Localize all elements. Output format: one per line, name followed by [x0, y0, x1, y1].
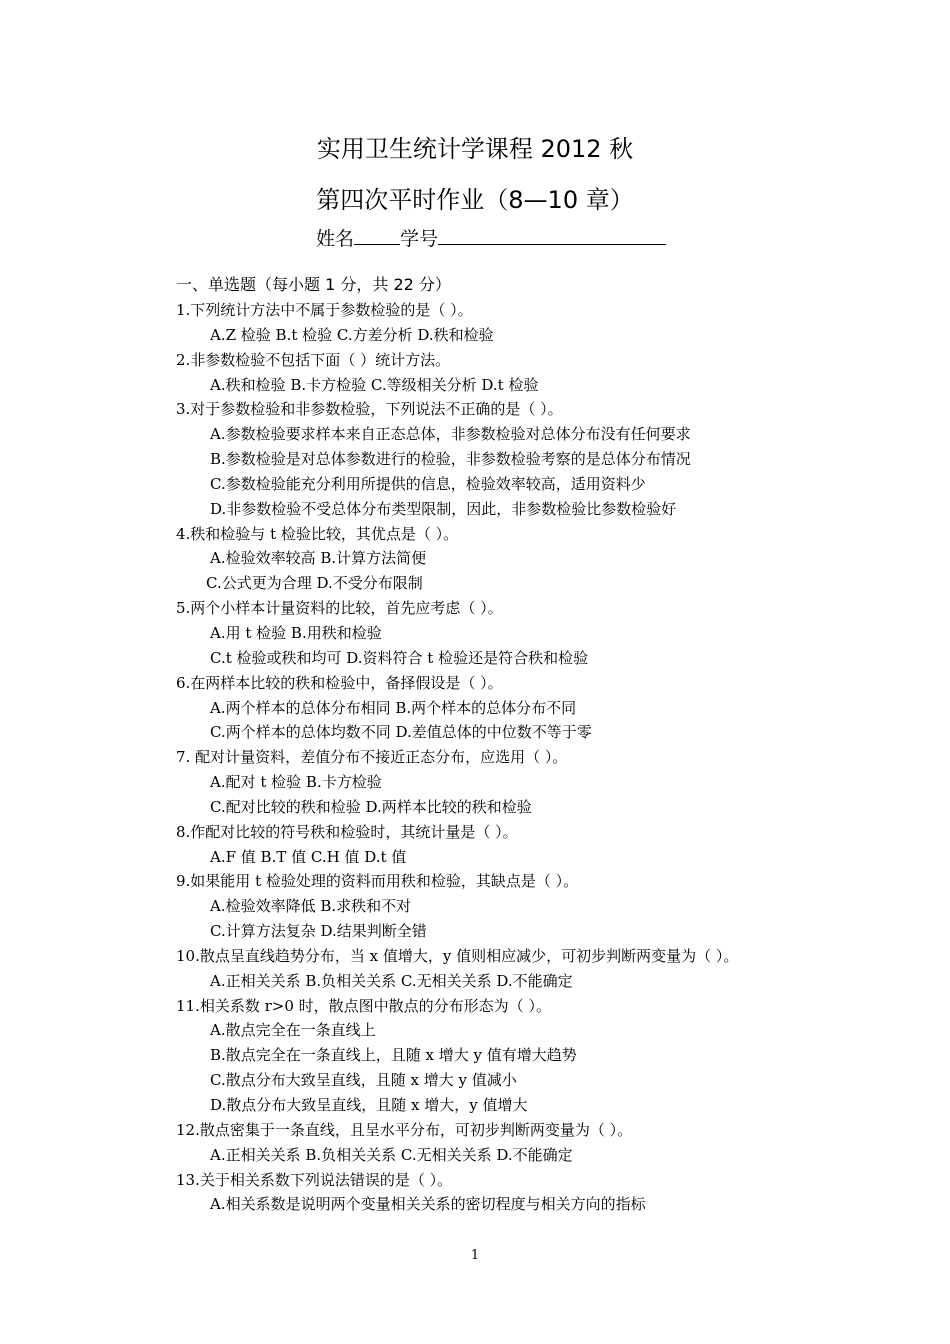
question-10-options: A.正相关关系 B.负相关关系 C.无相关关系 D.不能确定	[210, 971, 573, 990]
question-3-option-c: C.参数检验能充分利用所提供的信息，检验效率较高，适用资料少	[210, 474, 646, 493]
section-heading: 一、单选题（每小题 1 分，共 22 分）	[176, 275, 451, 294]
question-11-option-c: C.散点分布大致呈直线，且随 x 增大 y 值减小	[210, 1071, 517, 1090]
question-1-options: A.Z 检验 B.t 检验 C.方差分析 D.秩和检验	[210, 325, 494, 344]
question-11-option-b: B.散点完全在一条直线上，且随 x 增大 y 值有增大趋势	[210, 1046, 577, 1065]
question-9: 9.如果能用 t 检验处理的资料而用秩和检验，其缺点是（ ）。	[176, 872, 579, 891]
question-1: 1.下列统计方法中不属于参数检验的是（ ）。	[176, 301, 473, 319]
question-8: 8.作配对比较的符号秩和检验时，其统计量是（ ）。	[176, 822, 518, 841]
question-7: 7. 配对计量资料，差值分布不接近正态分布，应选用（ ）。	[176, 748, 568, 767]
question-5-options-ab: A.用 t 检验 B.用秩和检验	[210, 623, 382, 642]
question-12-options: A.正相关关系 B.负相关关系 C.无相关关系 D.不能确定	[210, 1145, 573, 1164]
document-title: 实用卫生统计学课程 2012 秋	[316, 135, 634, 163]
question-10: 10.散点呈直线趋势分布，当 x 值增大，y 值则相应减少，可初步判断两变量为（ ）。	[176, 946, 739, 965]
question-3-option-a: A.参数检验要求样本来自正态总体，非参数检验对总体分布没有任何要求	[210, 425, 691, 444]
question-4: 4.秩和检验与 t 检验比较，其优点是（ ）。	[176, 524, 459, 543]
question-5-options-cd: C.t 检验或秩和均可 D.资料符合 t 检验还是符合秩和检验	[210, 648, 589, 667]
page-number: 1	[470, 1248, 480, 1263]
name-id-line	[316, 224, 666, 252]
question-13: 13.关于相关系数下列说法错误的是（ ）。	[176, 1170, 453, 1189]
id-label: 学号	[400, 228, 439, 250]
name-blank[interactable]	[354, 224, 400, 245]
assignment-subtitle: 第四次平时作业（8—10 章）	[316, 186, 634, 214]
question-3-option-b: B.参数检验是对总体参数进行的检验，非参数检验考察的是总体分布情况	[210, 450, 691, 469]
question-11: 11.相关系数 r>0 时，散点图中散点的分布形态为（ ）。	[176, 996, 551, 1015]
question-7-options-ab: A.配对 t 检验 B.卡方检验	[210, 773, 382, 792]
question-13-option-a: A.相关系数是说明两个变量相关关系的密切程度与相关方向的指标	[210, 1195, 646, 1214]
question-6: 6.在两样本比较的秩和检验中，备择假设是（ ）。	[176, 673, 503, 692]
question-7-options-cd: C.配对比较的秩和检验 D.两样本比较的秩和检验	[210, 797, 532, 816]
question-11-option-a: A.散点完全在一条直线上	[210, 1021, 376, 1040]
name-label: 姓名	[316, 228, 355, 250]
question-list	[176, 298, 816, 1217]
question-3-option-d: D.非参数检验不受总体分布类型限制，因此，非参数检验比参数检验好	[210, 499, 677, 518]
question-11-option-d: D.散点分布大致呈直线，且随 x 增大，y 值增大	[210, 1096, 528, 1114]
question-5: 5.两个小样本计量资料的比较，首先应考虑（ ）。	[176, 599, 503, 618]
question-2: 2.非参数检验不包括下面（ ）统计方法。	[176, 350, 451, 369]
question-4-options-cd: C.公式更为合理 D.不受分布限制	[206, 574, 423, 593]
question-8-options: A.F 值 B.T 值 C.H 值 D.t 值	[210, 847, 407, 866]
question-2-options: A.秩和检验 B.卡方检验 C.等级相关分析 D.t 检验	[210, 375, 539, 394]
question-6-options-cd: C.两个样本的总体均数不同 D.差值总体的中位数不等于零	[210, 723, 592, 742]
question-6-options-ab: A.两个样本的总体分布相同 B.两个样本的总体分布不同	[210, 698, 577, 717]
question-4-options-ab: A.检验效率较高 B.计算方法简便	[210, 549, 427, 568]
question-9-options-ab: A.检验效率降低 B.求秩和不对	[210, 897, 412, 916]
question-3: 3.对于参数检验和非参数检验，下列说法不正确的是（ ）。	[176, 400, 563, 419]
question-12: 12.散点密集于一条直线，且呈水平分布，可初步判断两变量为（ ）。	[176, 1120, 633, 1139]
id-blank[interactable]	[438, 224, 666, 245]
question-9-options-cd: C.计算方法复杂 D.结果判断全错	[210, 922, 427, 941]
